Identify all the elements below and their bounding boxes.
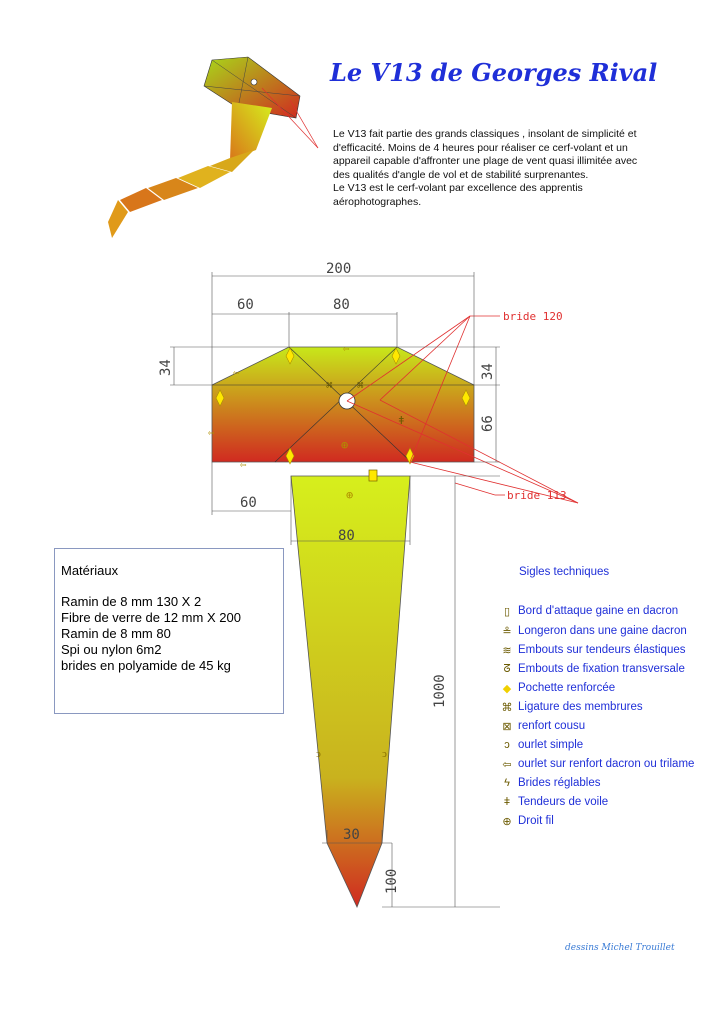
materials-line: brides en polyamide de 45 kg <box>61 658 231 673</box>
spar-sleeve-icon: ≗ <box>502 625 512 638</box>
legend-item <box>500 755 694 773</box>
legend-label: Embouts sur tendeurs élastiques <box>518 644 686 656</box>
diamond-pocket-icon: ◆ <box>502 682 512 695</box>
grain-icon: ⊕ <box>346 488 354 502</box>
dim-center-segment: 80 <box>333 297 350 313</box>
ligature-icon: ⌘ <box>501 701 513 714</box>
grain-icon: ⊕ <box>341 438 349 452</box>
reinforced-hem-icon: ⇦ <box>233 366 240 379</box>
legend-item <box>500 774 600 792</box>
simple-hem-icon: ↄ <box>316 747 321 760</box>
legend-item <box>500 793 608 811</box>
dim-left-segment: 60 <box>237 297 254 313</box>
legend-label: ourlet simple <box>518 739 584 751</box>
materials-line: Ramin de 8 mm 130 X 2 <box>61 594 202 609</box>
legend-item <box>500 736 583 754</box>
intro-paragraph: Le V13 fait partie des grands classiques , insolant de simplicité et d'efficacité. Moins de 4 heures pour réaliser ce cerf-volant et un appareil capable d'affronter une plage de vent quasi illimitée avec des qualités d'angle de vol et de stabilité surprenantes. <box>333 128 638 181</box>
reinforced-hem-icon: ⇦ <box>208 426 215 439</box>
square-sleeve-icon: ▯ <box>503 605 511 618</box>
reinforced-hem-icon: ⇦ <box>502 758 512 771</box>
grain-icon: ⊕ <box>502 815 512 828</box>
legend-title: Sigles techniques <box>519 566 610 578</box>
cross-fixing-icon: ᘔ <box>503 662 511 675</box>
legend-item <box>500 698 643 716</box>
legend-item <box>500 717 585 735</box>
legend-label: Longeron dans une gaine dacron <box>518 625 687 637</box>
legend-label: Embouts de fixation transversale <box>518 663 685 675</box>
dim-right-body: 66 <box>480 415 496 432</box>
legend-item <box>500 641 685 659</box>
materials-line: Ramin de 8 mm 80 <box>61 626 171 641</box>
ligature-icon: ⌘ <box>357 379 364 392</box>
legend-label: Droit fil <box>518 815 554 827</box>
credit: dessins Michel Trouillet <box>565 943 675 953</box>
legend-label: renfort cousu <box>518 720 586 732</box>
materials-line: Fibre de verre de 12 mm X 200 <box>61 610 241 625</box>
legend-label: Ligature des membrures <box>518 701 643 713</box>
legend-label: Tendeurs de voile <box>518 796 609 808</box>
reinforced-hem-icon: ⇦ <box>240 458 247 471</box>
dim-tail-tip-length: 100 <box>384 868 400 894</box>
legend-item <box>500 602 678 620</box>
legend-item <box>500 622 687 640</box>
intro-paragraph: Le V13 est le cerf-volant par excellence des apprentis aérophotographes. <box>333 182 583 208</box>
legend-item <box>500 660 685 678</box>
materials-line: Spi ou nylon 6m2 <box>61 642 162 657</box>
materials-title: Matériaux <box>61 563 119 578</box>
dim-right-height: 34 <box>480 363 496 380</box>
dim-total-width: 200 <box>326 261 352 277</box>
legend-item <box>500 812 554 830</box>
dim-left-height: 34 <box>158 359 174 376</box>
legend-item <box>500 679 615 697</box>
dim-bottom-left: 60 <box>240 495 257 511</box>
legend-label: ourlet sur renfort dacron ou trilame <box>518 758 695 770</box>
square-sleeve-icon <box>369 470 377 481</box>
page-title: Le V13 de Georges Rival <box>330 58 658 87</box>
legend-label: Bord d'attaque gaine en dacron <box>518 605 679 617</box>
dim-tail-tip-width: 30 <box>343 827 360 843</box>
kite-illustration <box>108 57 318 238</box>
simple-hem-icon: ↄ <box>382 747 387 760</box>
legend-label: Pochette renforcée <box>518 682 616 694</box>
sail-tensioner-icon: ǂ <box>503 796 511 808</box>
reinforced-hem-icon: ⇦ <box>343 342 350 355</box>
dim-tail-top: 80 <box>338 528 355 544</box>
legend-label: Brides réglables <box>518 777 601 789</box>
materials-box <box>54 548 284 714</box>
elastic-tensioner-icon: ≋ <box>502 644 512 657</box>
sewn-patch-icon: ⊠ <box>502 720 512 733</box>
sail-tensioner-icon: ǂ <box>398 414 405 427</box>
bridle-upper-label: bride 120 <box>503 310 563 323</box>
dim-tail-length: 1000 <box>432 674 448 708</box>
bridle-lower-label: bride 113 <box>507 489 567 502</box>
ligature-icon: ⌘ <box>326 379 333 392</box>
bridle-adjust-icon: ϟ <box>504 777 510 789</box>
simple-hem-icon: ↄ <box>504 739 510 751</box>
